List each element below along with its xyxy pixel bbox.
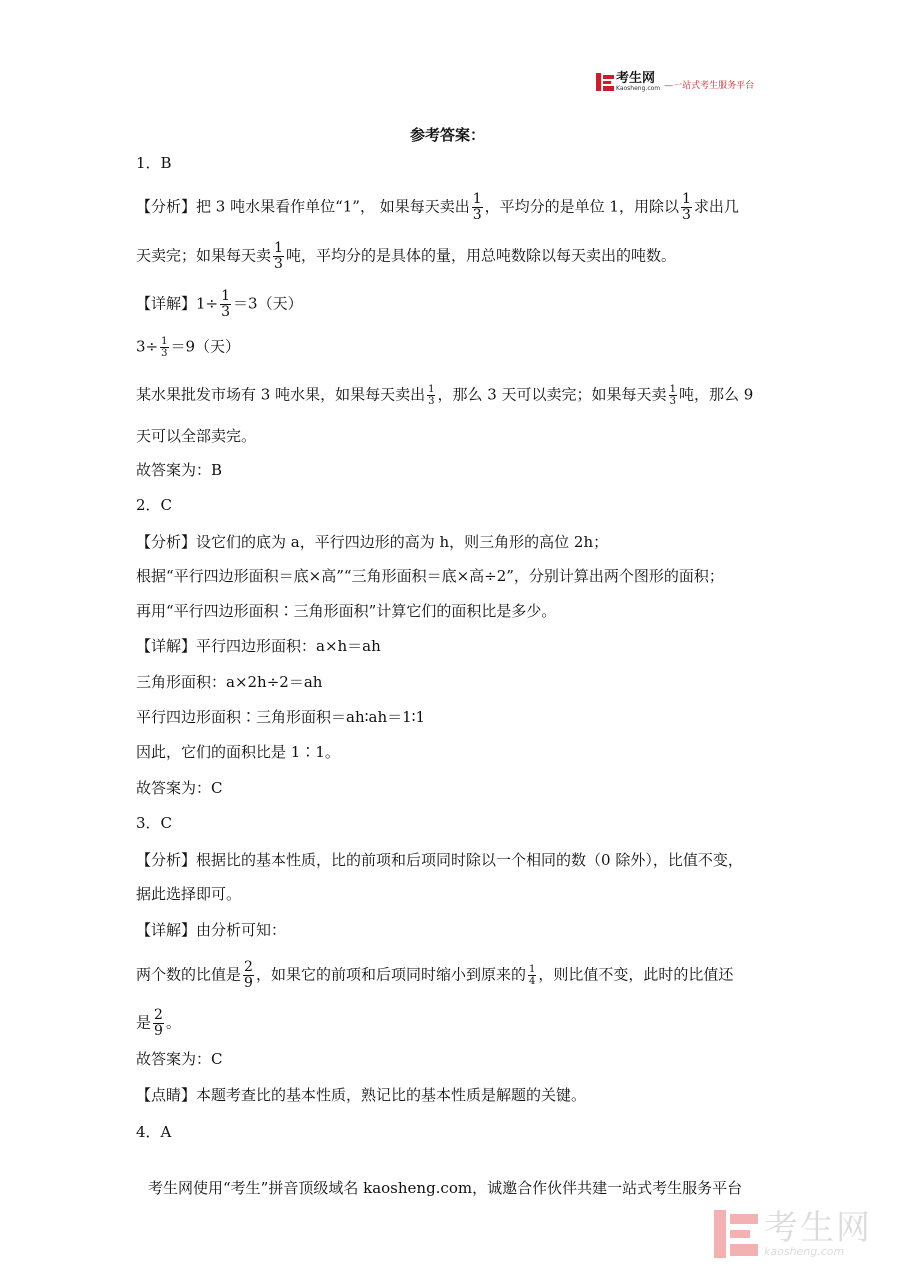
q2-detail-line4: 因此，它们的面积比是 1∶1。 <box>136 743 340 761</box>
q3-detail-line2: 两个数的比值是 $\frac{2}{9}$ ，如果它的前项和后项同时缩小到原来的 $\frac{1}{4}$ ，则比值不变，此时的比值还 <box>136 959 734 991</box>
q2-number: 2．C <box>136 496 173 514</box>
q2-detail-line2: 三角形面积：a×2h÷2＝ah <box>136 673 323 691</box>
fraction-one-third: $\frac{1}{3}$ <box>274 240 283 272</box>
fraction-two-ninths: $\frac{2}{9}$ <box>154 1007 163 1039</box>
q1-sentence-line2: 天可以全部卖完。 <box>136 427 257 445</box>
kaosheng-watermark-icon <box>714 1210 758 1258</box>
fraction-one-quarter: $\frac{1}{4}$ <box>528 964 536 987</box>
q1-analysis: 【分析】把 3 吨水果看作单位“1”， 如果每天卖出 $\frac{1}{3}$ ，平均分的是单位 1，用除以 $\frac{1}{3}$ 求出几 <box>136 191 739 223</box>
q3-detail-line3: 是 $\frac{2}{9}$ 。 <box>136 1007 181 1039</box>
fraction-one-third: $\frac{1}{3}$ <box>221 288 231 320</box>
watermark-url: kaosheng.com <box>764 1245 845 1258</box>
q2-analysis: 【分析】设它们的底为 a，平行四边形的高为 h，则三角形的高位 2h； <box>136 533 609 551</box>
kaosheng-logo-icon <box>596 73 614 91</box>
fraction-two-ninths: $\frac{2}{9}$ <box>244 959 253 991</box>
fraction-one-third: $\frac{1}{3}$ <box>428 384 435 407</box>
q3-comment: 【点睛】本题考查比的基本性质，熟记比的基本性质是解题的关键。 <box>136 1086 587 1104</box>
q2-analysis-line2: 根据“平行四边形面积＝底×高”“三角形面积＝底×高÷2”，分别计算出两个图形的面积； <box>136 567 724 585</box>
fraction-one-third: $\frac{1}{3}$ <box>681 191 691 223</box>
q3-analysis: 【分析】根据比的基本性质，比的前项和后项同时除以一个相同的数（0 除外），比值不变， <box>136 851 743 869</box>
q4-number: 4．A <box>136 1123 172 1141</box>
q1-calc-2: 3÷ $\frac{1}{3}$ ＝9（天） <box>136 336 241 359</box>
q3-answer: 故答案为：C <box>136 1050 223 1068</box>
q3-detail: 【详解】由分析可知： <box>136 921 287 939</box>
header-logo <box>596 72 754 92</box>
q2-detail: 【详解】平行四边形面积：a×h＝ah <box>136 637 381 655</box>
q2-analysis-line3: 再用“平行四边形面积∶三角形面积”计算它们的面积比是多少。 <box>136 602 557 620</box>
q1-sentence: 某水果批发市场有 3 吨水果，如果每天卖出 $\frac{1}{3}$ ，那么 3 天可以卖完；如果每天卖 $\frac{1}{3}$ 吨，那么 9 <box>136 384 754 407</box>
logo-name: 考生网 <box>616 71 656 86</box>
header-slogan: —一站式考生服务平台 <box>664 80 755 91</box>
q2-answer: 故答案为：C <box>136 779 223 797</box>
fraction-one-third: $\frac{1}{3}$ <box>472 191 482 223</box>
q3-analysis-line2: 据此选择即可。 <box>136 885 242 903</box>
page-footer: 考生网使用“考生”拼音顶级域名 kaosheng.com，诚邀合作伙伴共建一站式考生服务平台 <box>148 1179 743 1197</box>
q3-number: 3．C <box>136 814 173 832</box>
q1-number: 1．B <box>136 154 172 172</box>
q1-answer: 故答案为：B <box>136 461 223 479</box>
q2-detail-line3: 平行四边形面积∶三角形面积＝ah∶ah＝1∶1 <box>136 708 426 726</box>
q1-analysis-line2: 天卖完；如果每天卖 $\frac{1}{3}$ 吨，平均分的是具体的量，用总吨数除以每天卖出的吨数。 <box>136 240 676 272</box>
fraction-one-third: $\frac{1}{3}$ <box>669 384 676 407</box>
fraction-one-third: $\frac{1}{3}$ <box>161 336 168 359</box>
watermark-name: 考生网 <box>764 1208 872 1248</box>
page-title: 参考答案： <box>410 126 486 144</box>
logo-url: Kaosheng.com <box>616 85 661 92</box>
q1-detail: 【详解】1÷ $\frac{1}{3}$ ＝3（天） <box>136 288 303 320</box>
watermark <box>714 1210 872 1258</box>
